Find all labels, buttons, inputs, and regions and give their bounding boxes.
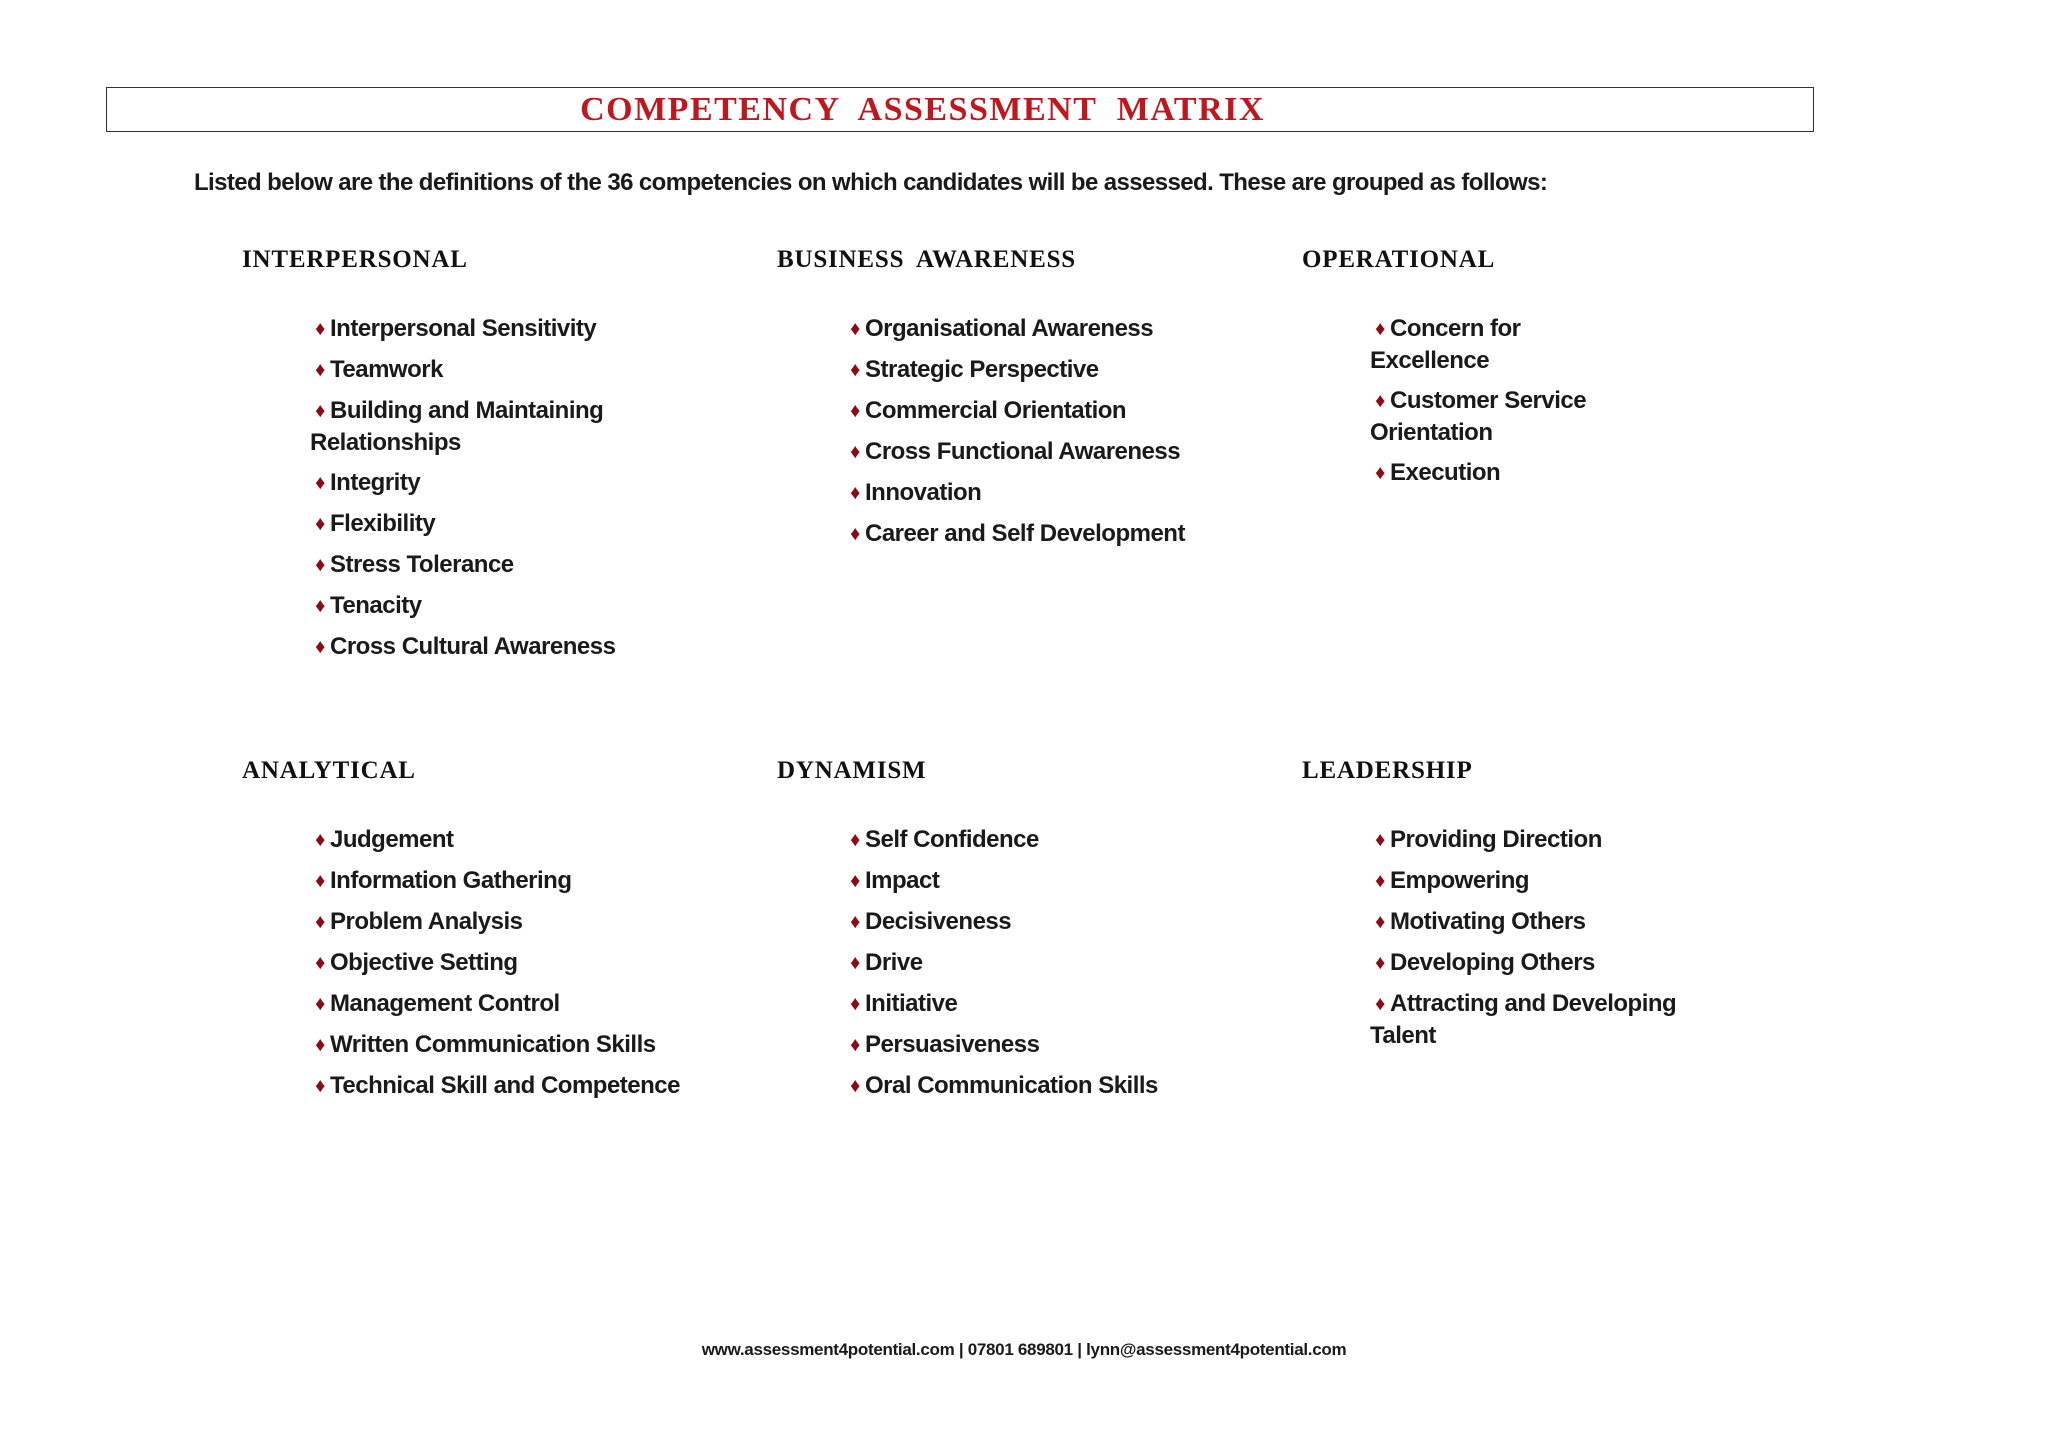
page-title: COMPETENCY ASSESSMENT MATRIX [580, 91, 1265, 128]
competency-item [310, 354, 670, 386]
competency-list [845, 824, 1265, 1111]
competency-item [845, 988, 1265, 1020]
diamond-bullet-icon: ♦ [1375, 952, 1385, 974]
diamond-bullet-icon: ♦ [850, 441, 860, 463]
competency-label: Oral Communication Skills [865, 1072, 1158, 1099]
competency-item [845, 947, 1265, 979]
competency-item [310, 549, 670, 581]
competency-label: Judgement [330, 826, 454, 853]
diamond-bullet-icon: ♦ [850, 911, 860, 933]
competency-label: Decisiveness [865, 908, 1012, 935]
competency-label: Developing Others [1390, 949, 1595, 976]
competency-item [845, 436, 1265, 468]
diamond-bullet-icon: ♦ [315, 554, 325, 576]
competency-label: Career and Self Development [865, 520, 1185, 547]
competency-item [1370, 906, 1710, 938]
competency-item [1370, 313, 1640, 376]
diamond-bullet-icon: ♦ [850, 1075, 860, 1097]
competency-item [1370, 457, 1640, 489]
diamond-bullet-icon: ♦ [315, 1075, 325, 1097]
competency-item [845, 354, 1265, 386]
competency-item [310, 1070, 730, 1102]
diamond-bullet-icon: ♦ [315, 870, 325, 892]
competency-label: Impact [865, 867, 940, 894]
group-business-awareness [777, 245, 1237, 547]
competency-label: Problem Analysis [330, 908, 523, 935]
competency-label: Initiative [865, 990, 958, 1017]
competency-item [310, 313, 670, 345]
competency-label: Motivating Others [1390, 908, 1586, 935]
competency-label: Organisational Awareness [865, 315, 1154, 342]
competency-label: Cross Functional Awareness [865, 438, 1181, 465]
group-heading: INTERPERSONAL [242, 246, 468, 273]
competency-item [310, 631, 670, 663]
diamond-bullet-icon: ♦ [315, 318, 325, 340]
competency-item [845, 518, 1265, 550]
competency-item [845, 1029, 1265, 1061]
diamond-bullet-icon: ♦ [1375, 911, 1385, 933]
competency-label: Persuasiveness [865, 1031, 1040, 1058]
competency-item [310, 1029, 730, 1061]
competency-list [845, 313, 1265, 559]
diamond-bullet-icon: ♦ [315, 911, 325, 933]
competency-label: Integrity [330, 469, 421, 496]
competency-label: Innovation [865, 479, 982, 506]
group-heading: LEADERSHIP [1302, 757, 1473, 784]
competency-label: Execution [1390, 459, 1501, 486]
group-heading: ANALYTICAL [242, 757, 416, 784]
competency-item [845, 865, 1265, 897]
intro-text: Listed below are the definitions of the 36 competencies on which candidates will be assessed. These are grouped as follows: [194, 169, 1548, 196]
competency-item [845, 313, 1265, 345]
competency-label: Teamwork [330, 356, 443, 383]
competency-item [310, 865, 730, 897]
diamond-bullet-icon: ♦ [1375, 318, 1385, 340]
competency-item [845, 1070, 1265, 1102]
competency-label: Strategic Perspective [865, 356, 1099, 383]
diamond-bullet-icon: ♦ [1375, 993, 1385, 1015]
competency-item [310, 947, 730, 979]
competency-label: Customer Service Orientation [1370, 387, 1587, 446]
title-box [106, 87, 1814, 132]
competency-label: Objective Setting [330, 949, 518, 976]
diamond-bullet-icon: ♦ [315, 595, 325, 617]
competency-label: Self Confidence [865, 826, 1039, 853]
competency-item [310, 988, 730, 1020]
competency-label: Information Gathering [330, 867, 572, 894]
diamond-bullet-icon: ♦ [850, 829, 860, 851]
competency-label: Stress Tolerance [330, 551, 514, 578]
competency-list [310, 313, 670, 672]
group-leadership [1302, 756, 1762, 1049]
competency-label: Concern for Excellence [1370, 315, 1521, 374]
competency-label: Interpersonal Sensitivity [330, 315, 597, 342]
competency-item [845, 824, 1265, 856]
competency-item [310, 590, 670, 622]
group-interpersonal [242, 245, 702, 660]
competency-label: Drive [865, 949, 923, 976]
competency-list [310, 824, 730, 1111]
group-heading: DYNAMISM [777, 757, 927, 784]
group-dynamism [777, 756, 1237, 1099]
competency-label: Cross Cultural Awareness [330, 633, 616, 660]
competency-item [310, 508, 670, 540]
competency-item [845, 477, 1265, 509]
diamond-bullet-icon: ♦ [315, 829, 325, 851]
diamond-bullet-icon: ♦ [850, 318, 860, 340]
competency-label: Commercial Orientation [865, 397, 1127, 424]
group-heading: BUSINESS AWARENESS [777, 246, 1077, 273]
diamond-bullet-icon: ♦ [315, 359, 325, 381]
competency-item [310, 906, 730, 938]
diamond-bullet-icon: ♦ [315, 513, 325, 535]
competency-item [1370, 865, 1710, 897]
competency-label: Building and Maintaining Relationships [310, 397, 604, 456]
diamond-bullet-icon: ♦ [1375, 870, 1385, 892]
competency-label: Providing Direction [1390, 826, 1602, 853]
diamond-bullet-icon: ♦ [315, 993, 325, 1015]
footer-contact: www.assessment4potential.com | 07801 689801 | lynn@assessment4potential.com [701, 1340, 1347, 1359]
competency-list [1370, 824, 1710, 1060]
diamond-bullet-icon: ♦ [315, 1034, 325, 1056]
competency-label: Tenacity [330, 592, 422, 619]
diamond-bullet-icon: ♦ [850, 952, 860, 974]
diamond-bullet-icon: ♦ [315, 400, 325, 422]
competency-item [1370, 947, 1710, 979]
diamond-bullet-icon: ♦ [850, 482, 860, 504]
diamond-bullet-icon: ♦ [315, 472, 325, 494]
group-operational [1302, 245, 1762, 486]
diamond-bullet-icon: ♦ [315, 952, 325, 974]
group-analytical [242, 756, 702, 1099]
diamond-bullet-icon: ♦ [1375, 390, 1385, 412]
diamond-bullet-icon: ♦ [315, 636, 325, 658]
diamond-bullet-icon: ♦ [850, 993, 860, 1015]
diamond-bullet-icon: ♦ [850, 523, 860, 545]
competency-label: Technical Skill and Competence [330, 1072, 680, 1099]
competency-label: Attracting and Developing Talent [1370, 990, 1677, 1049]
competency-item [845, 395, 1265, 427]
competency-item [845, 906, 1265, 938]
competency-item [310, 824, 730, 856]
competency-item [310, 395, 670, 458]
competency-item [1370, 385, 1640, 448]
competency-label: Written Communication Skills [330, 1031, 656, 1058]
diamond-bullet-icon: ♦ [850, 1034, 860, 1056]
competency-item [1370, 824, 1710, 856]
competency-item [1370, 988, 1710, 1051]
diamond-bullet-icon: ♦ [850, 400, 860, 422]
diamond-bullet-icon: ♦ [850, 870, 860, 892]
competency-list [1370, 313, 1640, 498]
diamond-bullet-icon: ♦ [1375, 462, 1385, 484]
competency-label: Flexibility [330, 510, 436, 537]
diamond-bullet-icon: ♦ [1375, 829, 1385, 851]
group-heading: OPERATIONAL [1302, 246, 1496, 273]
competency-label: Empowering [1390, 867, 1530, 894]
competency-item [310, 467, 670, 499]
competency-label: Management Control [330, 990, 560, 1017]
diamond-bullet-icon: ♦ [850, 359, 860, 381]
